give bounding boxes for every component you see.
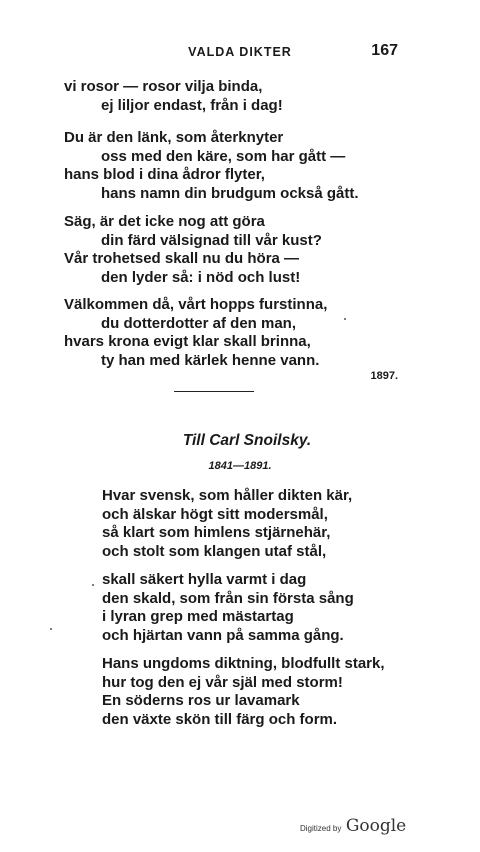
poem-line: den lyder så: i nöd och lust!: [101, 268, 301, 286]
poem-line: i lyran grep med mästartag: [102, 608, 294, 625]
poem-line: hvars krona evigt klar skall brinna,: [64, 333, 311, 350]
poem-line: den skald, som från sin första sång: [102, 589, 354, 607]
poem-line: hur tog den ej vår själ med storm!: [102, 673, 343, 691]
poem-line: du dotterdotter af den man,: [101, 314, 296, 332]
poem-line: oss med den käre, som har gått —: [101, 147, 346, 165]
poem-line: din färd välsignad till vår kust?: [101, 231, 322, 249]
poem-stanza: [64, 296, 327, 370]
poem-line: hans blod i dina ådror flyter,: [64, 166, 265, 183]
poem-line: Vår trohetsed skall nu du höra —: [64, 250, 300, 267]
google-logo: Google: [345, 816, 407, 836]
page-number: 167: [371, 42, 398, 59]
running-title: VALDA DIKTER: [188, 45, 292, 59]
poem-stanza: [102, 655, 385, 729]
poem-line: vi rosor — rosor vilja binda,: [64, 78, 263, 95]
scan-speck: [92, 584, 94, 586]
poem-line: så klart som himlens stjärnehär,: [102, 524, 331, 541]
poem-line: och stolt som klangen utaf stål,: [102, 542, 327, 560]
poem-dates: 1841—1891.: [208, 460, 272, 472]
section-separator-rule: [174, 391, 254, 392]
poem-year: 1897.: [370, 370, 398, 382]
poem-stanza: [64, 78, 283, 115]
poem-line: hans namn din brudgum också gått.: [101, 184, 359, 202]
poem-line: Hvar svensk, som håller dikten kär,: [102, 487, 353, 504]
poem-line: ty han med kärlek henne vann.: [101, 351, 320, 369]
poem-line: En söderns ros ur lavamark: [102, 692, 300, 709]
scan-speck: [344, 318, 346, 320]
poem-line: Du är den länk, som återknyter: [64, 129, 284, 146]
scan-speck: [50, 628, 52, 630]
running-head: [0, 44, 480, 64]
digitized-by-footer: [300, 816, 406, 840]
poem-line: Säg, är det icke nog att göra: [64, 213, 265, 230]
poem-stanza: [64, 129, 359, 203]
poem-stanza: [102, 571, 354, 645]
poem-line: och hjärtan vann på samma gång.: [102, 626, 344, 644]
poem-line: den växte skön till färg och form.: [102, 710, 338, 728]
poem-stanza: [102, 487, 352, 561]
poem-line: skall säkert hylla varmt i dag: [102, 571, 307, 588]
poem-line: Hans ungdoms diktning, blodfullt stark,: [102, 655, 385, 672]
poem-line: Välkommen då, vårt hopps furstinna,: [64, 296, 328, 313]
poem-line: ej liljor endast, från i dag!: [101, 96, 283, 114]
poem-stanza: [64, 213, 322, 287]
poem-line: och älskar högt sitt modersmål,: [102, 505, 328, 523]
poem-title: Till Carl Snoilsky.: [182, 432, 312, 449]
digitized-label: Digitized by: [300, 824, 342, 833]
